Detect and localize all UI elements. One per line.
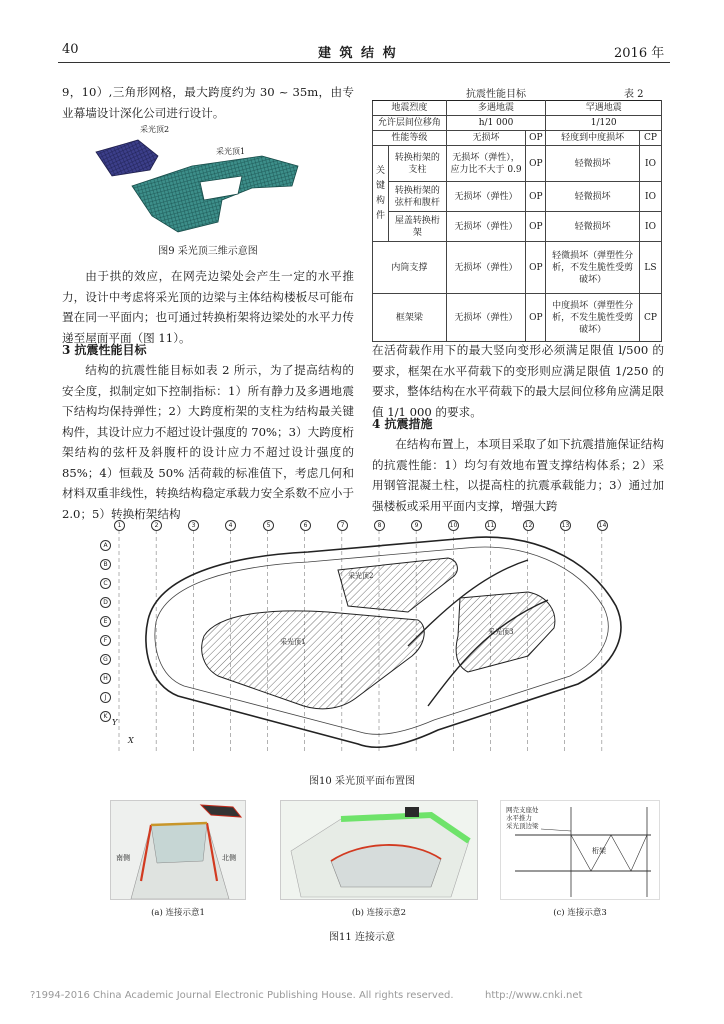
table-cell: 无损坏（弹性），应力比不大于 0.9 xyxy=(446,146,526,182)
table-cell: 无损坏（弹性） xyxy=(446,182,526,212)
table-cell: 无损坏（弹性） xyxy=(446,294,526,342)
copyright-notice: ?1994-2016 China Academic Journal Electronic Publishing House. All rights reserved. xyxy=(30,990,454,1001)
axis-bubble: A xyxy=(100,540,111,551)
skylight-plan-drawing xyxy=(108,516,648,760)
table-cell: 中度损坏（弹塑性分析，不发生脆性受剪破坏） xyxy=(546,294,640,342)
axis-bubble: 4 xyxy=(225,520,236,531)
table-cell: IO xyxy=(639,182,661,212)
table-cell: 罕遇地震 xyxy=(546,101,662,116)
header-rule xyxy=(58,62,670,63)
table-cell: 转换桁架的弦杆和腹杆 xyxy=(388,182,446,212)
table-cell: 无损坏 xyxy=(446,131,526,146)
table-cell: 地震烈度 xyxy=(373,101,447,116)
label-north-side: 北侧 xyxy=(222,854,236,862)
table-cell: OP xyxy=(526,212,546,242)
axis-y-label: Y xyxy=(112,718,118,727)
seismic-performance-table xyxy=(372,100,662,342)
table-cell: 轻微损坏（弹塑性分析，不发生脆性受剪破坏） xyxy=(546,242,640,294)
axis-letters-left xyxy=(100,540,112,750)
axis-bubble: B xyxy=(100,559,111,570)
fig10-label-roof2: 采光顶2 xyxy=(348,572,374,580)
table-cell: OP xyxy=(526,182,546,212)
label-truss: 桁架 xyxy=(592,847,606,855)
axis-bubble: K xyxy=(100,711,111,722)
axis-bubble: D xyxy=(100,597,111,608)
axis-bubble: H xyxy=(100,673,111,684)
skylight-3d-illustration xyxy=(92,126,302,234)
figure-9-rendering xyxy=(92,126,302,234)
table-cell: OP xyxy=(526,131,546,146)
fig9-label-roof1: 采光顶1 xyxy=(216,147,246,156)
table-row xyxy=(373,242,662,294)
axis-bubble: C xyxy=(100,578,111,589)
table-cell: 框架梁 xyxy=(373,294,447,342)
axis-bubble: 14 xyxy=(598,522,607,529)
table-cell: 多遇地震 xyxy=(446,101,546,116)
table-row xyxy=(373,212,662,242)
figure-11a-image xyxy=(110,800,246,900)
axis-bubble: F xyxy=(100,635,111,646)
table-cell: 内筒支撑 xyxy=(373,242,447,294)
axis-bubble: 13 xyxy=(561,522,570,529)
table-cell: 轻微损坏 xyxy=(546,146,640,182)
page-number: 40 xyxy=(62,42,79,57)
label-south-side: 南侧 xyxy=(116,854,130,862)
axis-bubble: 1 xyxy=(114,520,125,531)
table-group-label: 关键构件 xyxy=(373,146,389,242)
axis-numbers-top xyxy=(108,520,648,532)
label-edge-beam: 采光顶边梁 xyxy=(506,822,539,830)
table-cell: h/1 000 xyxy=(446,116,546,131)
label-horizontal-thrust: 水平推力 xyxy=(506,814,532,822)
table-cell: LS xyxy=(639,242,661,294)
table-cell: IO xyxy=(639,146,661,182)
table-cell: OP xyxy=(526,294,546,342)
axis-bubble: 2 xyxy=(151,520,162,531)
table-cell: 轻微损坏 xyxy=(546,182,640,212)
axis-x-label: X xyxy=(128,736,134,745)
table-row-drift xyxy=(373,116,662,131)
figure-11-caption: 图11 连接示意 xyxy=(329,932,395,943)
axis-bubble: 5 xyxy=(263,520,274,531)
fig9-label-roof2: 采光顶2 xyxy=(140,125,170,134)
figure-9-caption: 图9 采光顶三维示意图 xyxy=(158,246,258,257)
table-cell: 轻度到中度损坏 xyxy=(546,131,640,146)
axis-bubble: 6 xyxy=(300,520,311,531)
table-cell: 允许层间位移角 xyxy=(373,116,447,131)
table-cell: 屋盖转换桁架 xyxy=(388,212,446,242)
axis-bubble: 11 xyxy=(486,522,495,529)
paragraph-arch-effect: 由于拱的效应，在网壳边梁处会产生一定的水平推力，设计中考虑将采光顶的边梁与主体结构楼板尽可能布置在同一平面内；也可通过转换桁架将边梁处的水平力传递至屋面平面（图 11）。 xyxy=(62,269,354,345)
figure-11a-caption: (a) 连接示意1 xyxy=(151,908,205,918)
table-cell: 轻微损坏 xyxy=(546,212,640,242)
paragraph-performance-targets: 结构的抗震性能目标如表 2 所示，为了提高结构的安全度，拟制定如下控制指标：1）所有静力及多遇地震下结构均保持弹性；2）大跨度桁架的支柱为结构最关键构件，其设计应力不超过设计强度的 70%；3）大跨度桁架结构的弦杆及斜腹杆的设计应力不超过设计强度的 85%；4）恒载及 50% 活荷载的标准值下，考虑几何和材料双重非线性，转换结构稳定承载力安全系数不应小于 2.0；5）转换桁架结构 xyxy=(62,363,354,521)
fig10-label-roof3: 采光顶3 xyxy=(488,628,514,636)
table-cell: OP xyxy=(526,242,546,294)
table-2-number: 表 2 xyxy=(624,89,644,100)
connection-diagram-a xyxy=(111,801,245,899)
table-row xyxy=(373,182,662,212)
fig10-label-roof1: 采光顶1 xyxy=(280,638,306,646)
table-cell: OP xyxy=(526,146,546,182)
label-support-location: 网壳支座处 xyxy=(506,806,539,814)
table-row-grade xyxy=(373,131,662,146)
section-3-heading: 3 抗震性能目标 xyxy=(62,343,147,357)
journal-title: 建 筑 结 构 xyxy=(318,46,398,61)
table-cell: CP xyxy=(639,294,661,342)
axis-bubble: E xyxy=(100,616,111,627)
table-2-title: 抗震性能目标 xyxy=(466,89,526,100)
figure-11b-image xyxy=(280,800,478,900)
figure-10-caption: 图10 采光顶平面布置图 xyxy=(309,776,415,787)
journal-year: 2016 年 xyxy=(614,46,665,61)
figure-10-plan xyxy=(108,516,648,760)
axis-bubble: 10 xyxy=(449,522,458,529)
table-cell: 转换桁架的支柱 xyxy=(388,146,446,182)
axis-bubble: 7 xyxy=(337,520,348,531)
paragraph-deformation-limits: 在活荷载作用下的最大竖向变形必须满足限值 l/500 的要求，框架在水平荷载下的变形则应满足限值 1/250 的要求，整体结构在水平荷载下的最大层间位移角应满足限值 1/1 000 的要求。 xyxy=(372,343,664,419)
table-cell: 无损坏（弹性） xyxy=(446,212,526,242)
section-4-heading: 4 抗震措施 xyxy=(372,417,433,431)
axis-bubble: G xyxy=(100,654,111,665)
table-cell: 无损坏（弹性） xyxy=(446,242,526,294)
paragraph-intro: 9，10）,三角形网格，最大跨度约为 30 ~ 35m，由专业幕墙设计深化公司进行设计。 xyxy=(62,85,354,120)
table-cell: 性能等级 xyxy=(373,131,447,146)
footer-url[interactable]: http://www.cnki.net xyxy=(485,990,583,1001)
table-cell: 1/120 xyxy=(546,116,662,131)
paragraph-seismic-measures: 在结构布置上，本项目采取了如下抗震措施保证结构的抗震性能：1）均匀有效地布置支撑结构体系；2）采用钢管混凝土柱，以提高柱的抗震承载能力；3）通过加强楼板或采用平面内支撑，增强大跨 xyxy=(372,437,664,513)
axis-bubble: J xyxy=(100,692,111,703)
table-row xyxy=(373,146,662,182)
axis-bubble: 9 xyxy=(411,520,422,531)
table-row-header xyxy=(373,101,662,116)
connection-diagram-b xyxy=(281,801,477,899)
axis-bubble: 12 xyxy=(524,522,533,529)
figure-11b-caption: (b) 连接示意2 xyxy=(351,908,407,918)
table-cell: CP xyxy=(639,131,661,146)
table-row xyxy=(373,294,662,342)
axis-bubble: 3 xyxy=(188,520,199,531)
axis-bubble: 8 xyxy=(374,520,385,531)
figure-11c-caption: (c) 连接示意3 xyxy=(553,908,607,918)
table-cell: IO xyxy=(639,212,661,242)
